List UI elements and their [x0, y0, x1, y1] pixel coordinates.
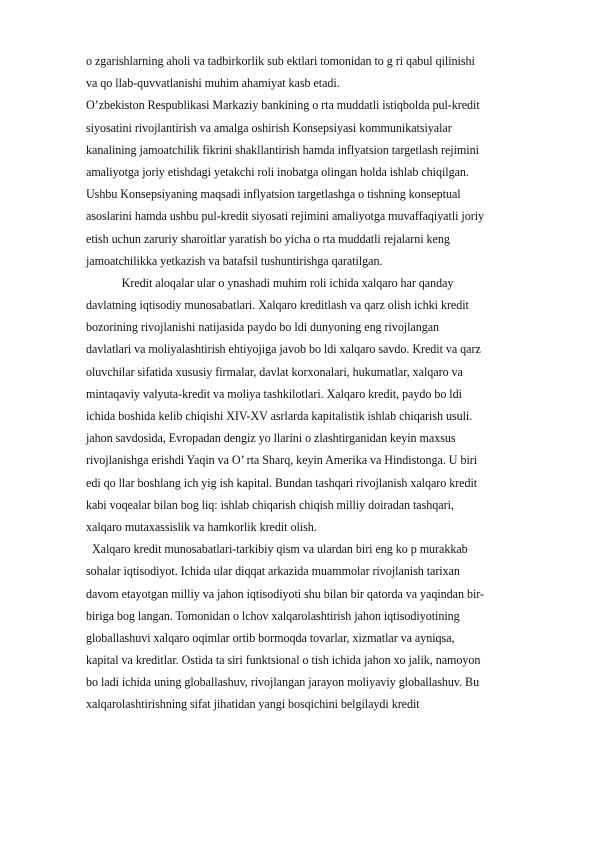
- text-line: Xalqaro kredit munosabatlari-tarkibiy qism va ulardan biri eng ko p murakkab: [86, 542, 468, 557]
- text-line: mintaqaviy valyuta-kredit va moliya tashkilotlari. Xalqaro kredit, paydo bo ldi: [86, 386, 462, 401]
- text-line: kabi voqealar bilan bog liq: ishlab chiqarish chiqish milliy doiradan tashqari,: [86, 497, 454, 512]
- text-line: amaliyotga joriy etishdagi yetakchi roli inobatga olingan holda ishlab chiqilgan.: [86, 164, 469, 179]
- text-line: sohalar iqtisodiyot. Ichida ular diqqat arkazida muammolar rivojlanish tarixan: [86, 564, 460, 579]
- text-line: kapital va kreditlar. Ostida ta siri funktsional o tish ichida jahon xo jalik, namoyon: [86, 653, 481, 668]
- text-line: davlatning iqtisodiy munosabatlari. Xalqaro kreditlash va qarz olish ichki kredit: [86, 298, 469, 313]
- text-line: biriga bog langan. Tomonidan o lchov xalqarolashtirish jahon iqtisodiyotining: [86, 608, 460, 623]
- text-line: globallashuvi xalqaro oqimlar ortib bormoqda tovarlar, xizmatlar va ayniqsa,: [86, 630, 455, 645]
- text-line: xalqarolashtirishning sifat jihatidan yangi bosqichini belgilaydi kredit: [86, 697, 420, 712]
- text-line: va qo llab-quvvatlanishi muhim ahamiyat kasb etadi.: [86, 76, 340, 91]
- text-line: Kredit aloqalar ular o ynashadi muhim roli ichida xalqaro har qanday: [86, 275, 454, 290]
- text-line: jahon savdosida, Evropadan dengiz yo llarini o zlashtirganidan keyin maxsus: [86, 431, 456, 446]
- text-line: davom etayotgan milliy va jahon iqtisodiyoti shu bilan bir qatorda va yaqindan bir-: [86, 586, 484, 601]
- text-line: ichida boshida kelib chiqishi XIV-XV asrlarda kapitalistik ishlab chiqarish usuli.: [86, 409, 473, 423]
- text-line: oluvchilar sifatida xususiy firmalar, davlat korxonalari, hukumatlar, xalqaro va: [86, 364, 463, 379]
- text-line: etish uchun zaruriy sharoitlar yaratish bo yicha o rta muddatli rejalarni keng: [86, 231, 450, 246]
- text-line: bozorining rivojlanishi natijasida paydo bo ldi dunyoning eng rivojlangan: [86, 320, 440, 335]
- text-line: O’zbekiston Respublikasi Markaziy bankining o rta muddatli istiqbolda pul-kredit: [86, 98, 480, 113]
- text-line: kanalining jamoatchilik fikrini shakllantirish hamda inflyatsion targetlash rejimini: [86, 142, 479, 157]
- text-line: edi qo llar boshlang ich yig ish kapital. Bundan tashqari rivojlanish xalqaro kredit: [86, 475, 478, 490]
- text-line: jamoatchilikka yetkazish va batafsil tushuntirishga qaratilgan.: [86, 253, 383, 268]
- text-line: xalqaro mutaxassislik va hamkorlik kredit olish.: [86, 519, 317, 534]
- body-text: [86, 50, 556, 716]
- text-line: siyosatini rivojlantirish va amalga oshirish Konsepsiyasi kommunikatsiyalar: [86, 120, 452, 135]
- text-line: rivojlanishga erishdi Yaqin va O’ rta Sharq, keyin Amerika va Hindistonga. U biri: [86, 453, 478, 468]
- text-line: Ushbu Konsepsiyaning maqsadi inflyatsion targetlashga o tishning konseptual: [86, 187, 461, 202]
- text-line: o zgarishlarning aholi va tadbirkorlik sub ektlari tomonidan to g ri qabul qilinishi: [86, 54, 475, 68]
- text-line: bo ladi ichida uning globallashuv, rivojlangan jarayon moliyaviy globallashuv. Bu: [86, 675, 480, 690]
- text-line: davlatlari va moliyalashtirish ehtiyojiga javob bo ldi xalqaro savdo. Kredit va qarz: [86, 342, 481, 357]
- text-line: asoslarini hamda ushbu pul-kredit siyosati rejimini amaliyotga muvaffaqiyatli joriy: [86, 209, 484, 224]
